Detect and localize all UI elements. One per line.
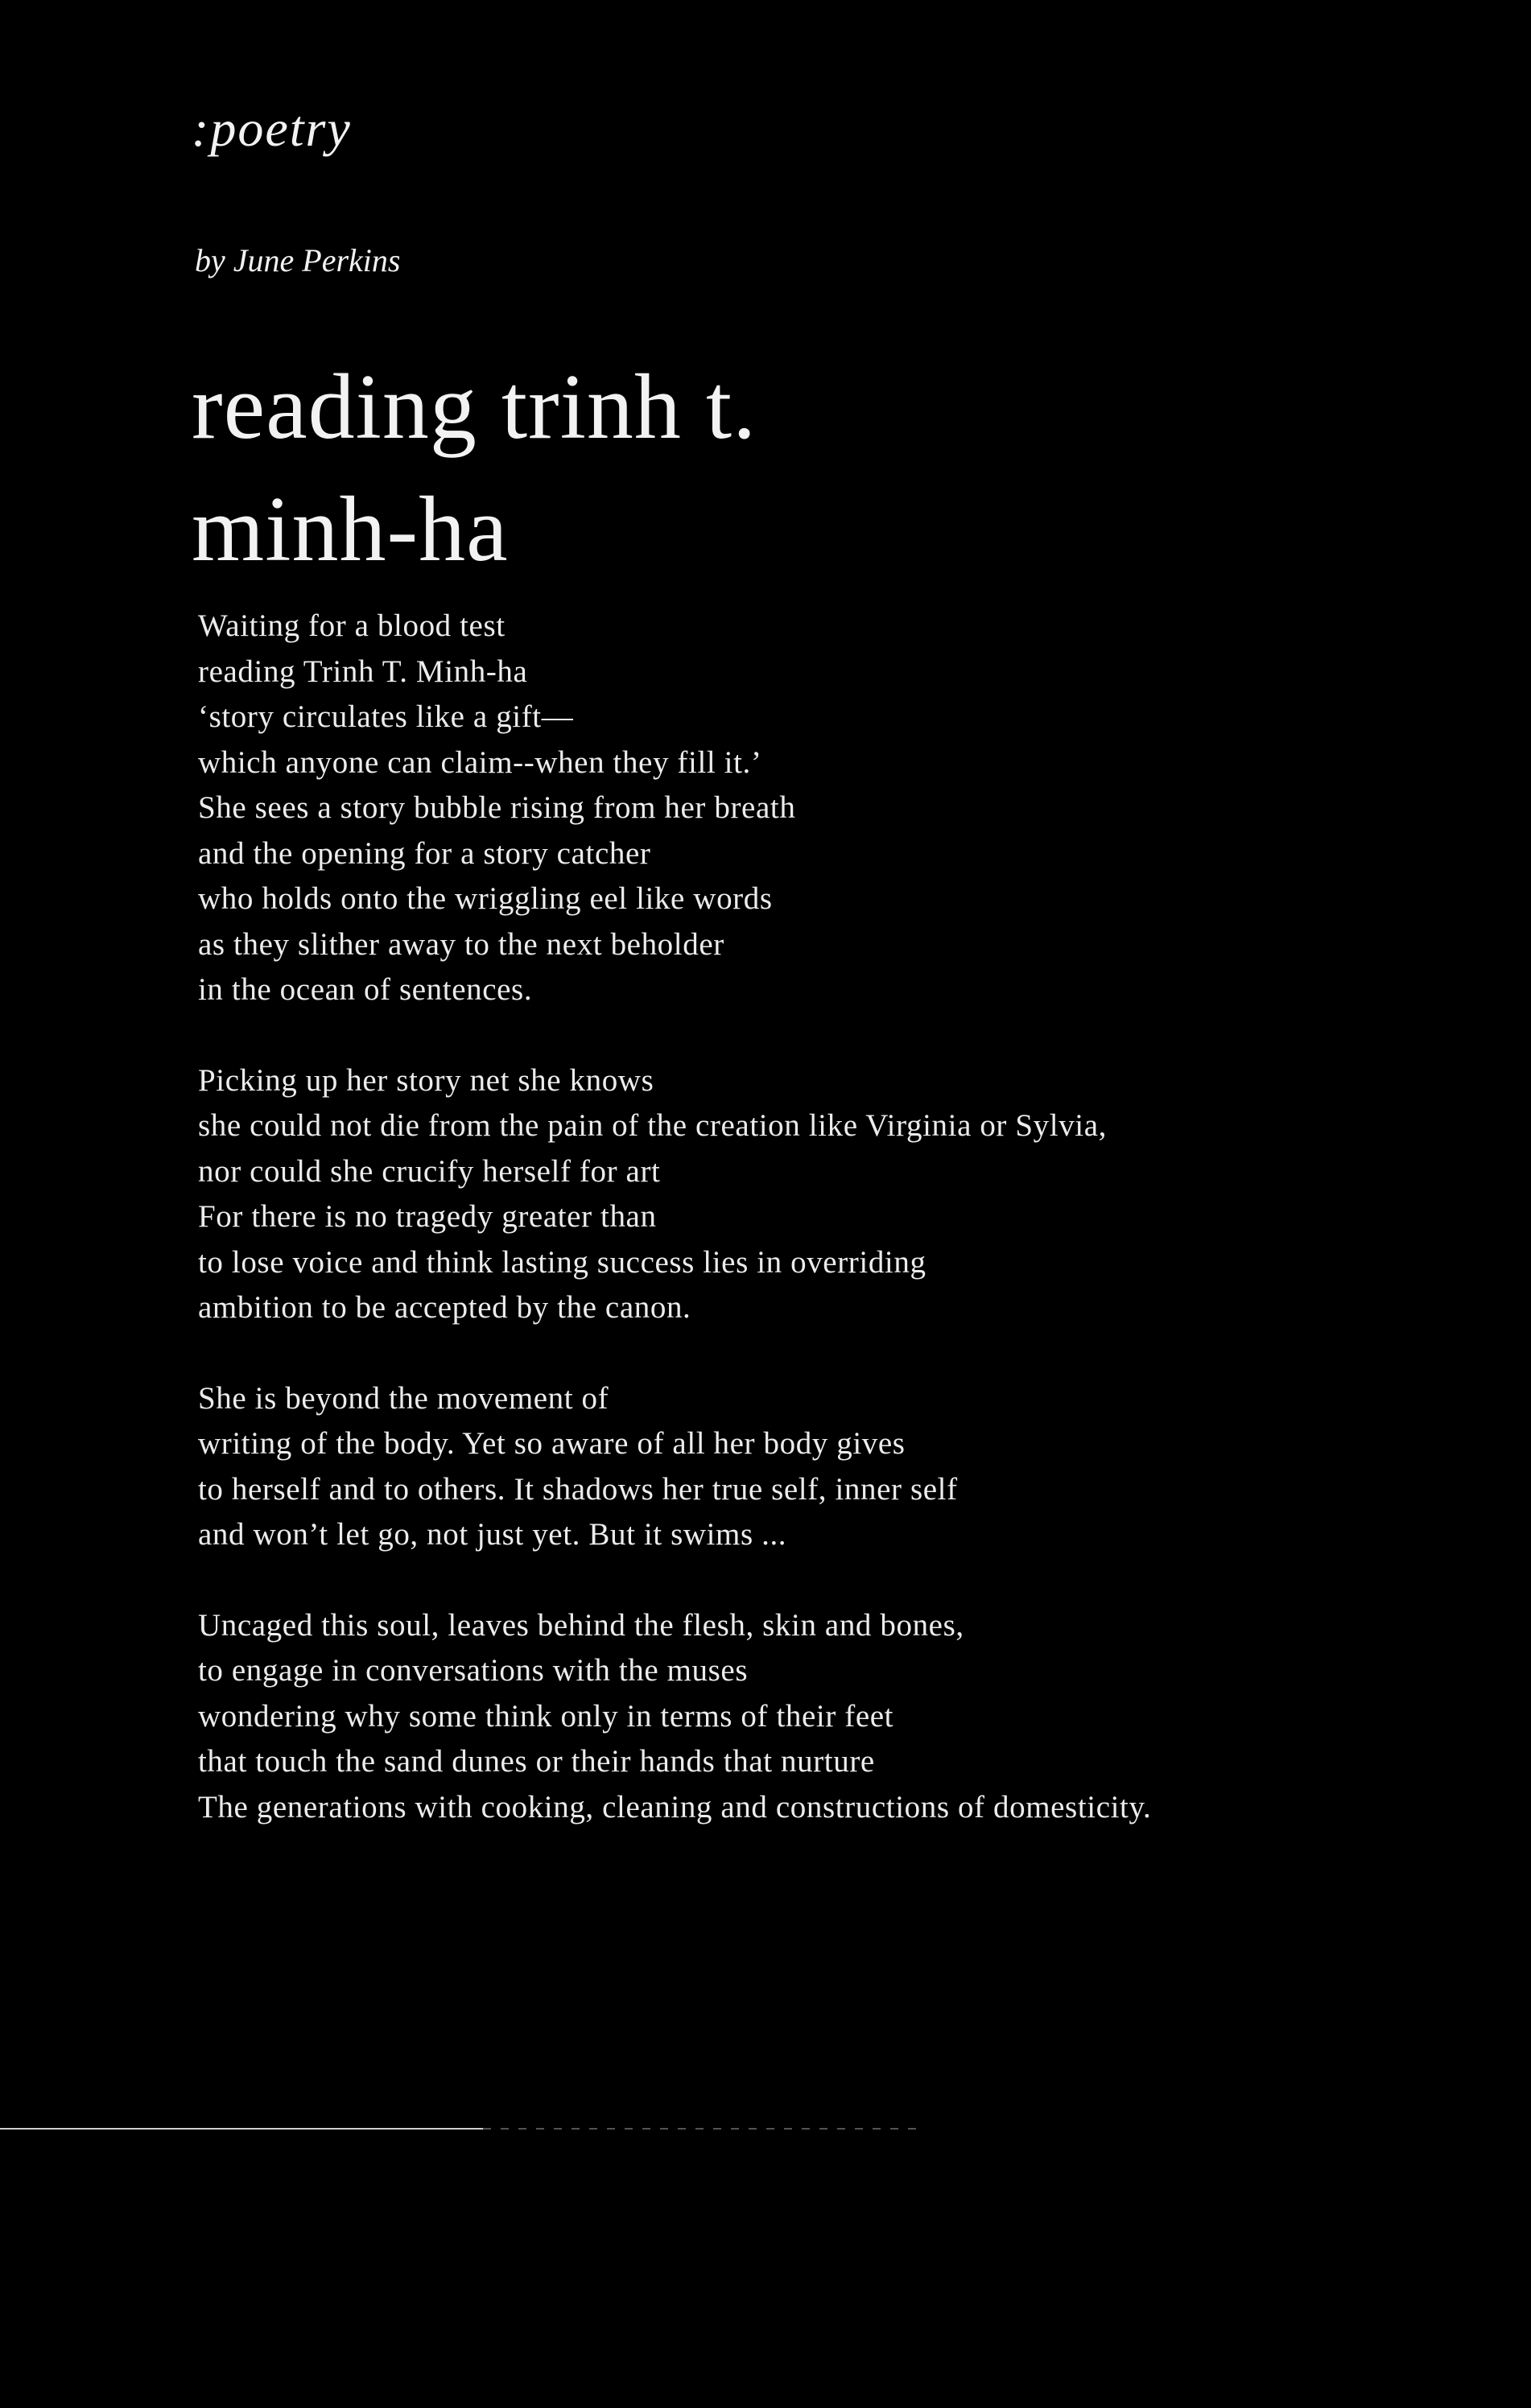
- poem-line: writing of the body. Yet so aware of all her body gives: [198, 1426, 906, 1461]
- poem-line: ambition to be accepted by the canon.: [198, 1290, 691, 1325]
- poem-line: Waiting for a blood test: [198, 608, 506, 643]
- poem-line: which anyone can claim--when they fill it.’: [198, 744, 762, 780]
- poem-title-line: reading trinh t.: [192, 356, 757, 459]
- poem-line: Uncaged this soul, leaves behind the flesh, skin and bones,: [198, 1607, 964, 1643]
- stanza-2: [198, 1058, 1325, 1331]
- poem-line: and won’t let go, not just yet. But it swims ...: [198, 1517, 787, 1552]
- poem-line: ‘story circulates like a gift—: [198, 699, 574, 734]
- poem-line: she could not die from the pain of the creation like Virginia or Sylvia,: [198, 1108, 1107, 1143]
- stanza-1: [198, 604, 1325, 1013]
- section-label: :poetry: [192, 100, 352, 157]
- stanza-3: [198, 1376, 1325, 1558]
- poem-line: to lose voice and think lasting success lies in overriding: [198, 1244, 926, 1280]
- poem-line: who holds onto the wriggling eel like words: [198, 881, 773, 916]
- poem-title: [192, 346, 757, 591]
- poem-line: and the opening for a story catcher: [198, 835, 651, 871]
- poem-line: that touch the sand dunes or their hands that nurture: [198, 1744, 875, 1779]
- poem-line: nor could she crucify herself for art: [198, 1153, 661, 1189]
- poem-line: Picking up her story net she knows: [198, 1062, 654, 1098]
- poem-line: She sees a story bubble rising from her breath: [198, 790, 796, 825]
- poem-body: [198, 604, 1325, 1875]
- poem-line: The generations with cooking, cleaning and constructions of domesticity.: [198, 1789, 1152, 1825]
- poem-line: wondering why some think only in terms of their feet: [198, 1698, 894, 1734]
- poem-line: as they slither away to the next beholder: [198, 926, 724, 962]
- stanza-4: [198, 1603, 1325, 1831]
- poem-line: in the ocean of sentences.: [198, 972, 533, 1007]
- poem-line: reading Trinh T. Minh-ha: [198, 654, 528, 689]
- poem-line: For there is no tragedy greater than: [198, 1199, 657, 1234]
- bottom-rule-fade: [483, 2128, 918, 2130]
- byline: by June Perkins: [195, 242, 401, 278]
- poem-line: She is beyond the movement of: [198, 1380, 609, 1416]
- poem-line: to herself and to others. It shadows her true self, inner self: [198, 1471, 958, 1507]
- poem-title-line: minh-ha: [192, 478, 509, 581]
- poem-line: to engage in conversations with the muses: [198, 1653, 749, 1688]
- bottom-rule: [0, 2128, 483, 2130]
